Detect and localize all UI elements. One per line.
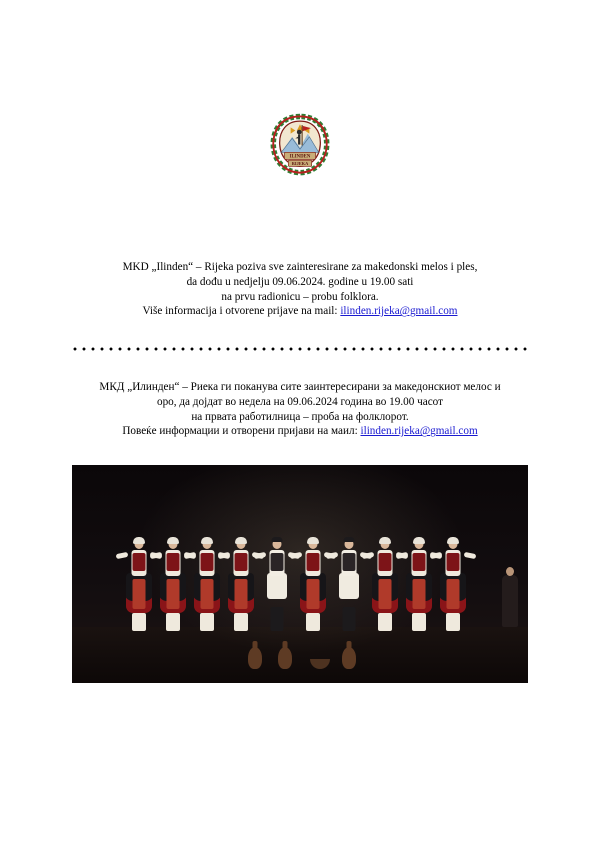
dancer-figure bbox=[404, 539, 434, 631]
folklore-ensemble-photo bbox=[72, 465, 528, 683]
email-link-mk[interactable]: ilinden.rijeka@gmail.com bbox=[360, 425, 478, 438]
invitation-croatian bbox=[72, 260, 528, 319]
dancer-figure bbox=[124, 539, 154, 631]
divider-dots bbox=[72, 347, 528, 351]
invitation-hr-line3: na prvu radionicu – probu folklora. bbox=[221, 290, 379, 303]
contact-prefix-hr: Više informacija i otvorene prijave na mail: bbox=[142, 305, 338, 318]
contact-line-mk bbox=[72, 424, 528, 439]
dancer-figure bbox=[158, 539, 188, 631]
dancer-figure bbox=[192, 539, 222, 631]
invitation-hr-line2: da dođu u nedjelju 09.06.2024. godine u 19.00 sati bbox=[186, 275, 414, 288]
dancer-figure bbox=[262, 539, 292, 631]
invitation-mk-line1: МКД „Илинден“ – Риека ги поканува сите заинтересирани за македонскиот мелос и bbox=[99, 381, 501, 394]
invitation-hr-line1: MKD „Ilinden“ – Rijeka poziva sve zainteresirane za makedonski melos i ples, bbox=[122, 261, 478, 273]
stage-prop-jug bbox=[248, 647, 262, 669]
ilinden-crest-icon bbox=[261, 104, 339, 182]
logo-block bbox=[72, 0, 528, 182]
contact-prefix-mk: Повеќе информации и отворени пријави на маил: bbox=[122, 425, 358, 438]
dancer-figure bbox=[226, 539, 256, 631]
contact-line-hr bbox=[72, 304, 528, 319]
stage-prop-jug bbox=[278, 647, 292, 669]
invitation-mk-line2: оро, да дојдат во недела на 09.06.2024 година во 19.00 часот bbox=[156, 395, 444, 408]
stage-prop-jug bbox=[342, 647, 356, 669]
photo-stage-floor bbox=[72, 627, 528, 683]
dancer-figure bbox=[370, 539, 400, 631]
svg-text:RIJEKA: RIJEKA bbox=[291, 160, 309, 166]
svg-text:ILINDEN: ILINDEN bbox=[289, 154, 311, 160]
stage-side-figure bbox=[502, 575, 518, 627]
email-link-hr[interactable]: ilinden.rijeka@gmail.com bbox=[340, 305, 458, 318]
invitation-macedonian bbox=[72, 380, 528, 439]
dancer-figure bbox=[438, 539, 468, 631]
dancer-figure bbox=[334, 539, 364, 631]
invitation-mk-line3: на првата работилница – проба на фолклорот. bbox=[191, 410, 409, 423]
photo-wrapper bbox=[72, 465, 528, 683]
dancer-figure bbox=[298, 539, 328, 631]
dotted-divider bbox=[72, 344, 528, 354]
